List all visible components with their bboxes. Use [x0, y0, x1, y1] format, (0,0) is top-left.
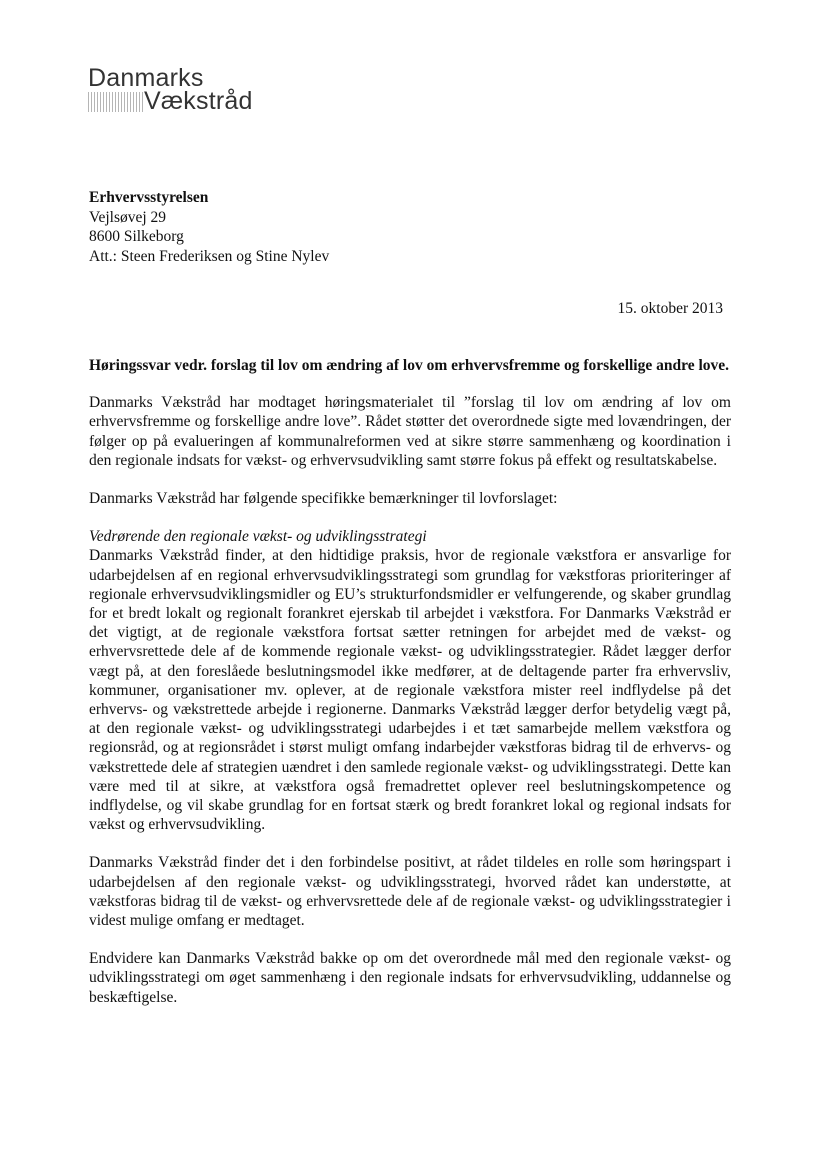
paragraph-lead: Danmarks Vækstråd har følgende specifikke bemærkninger til lovforslaget: [89, 490, 558, 508]
logo-line1: Danmarks [88, 64, 204, 92]
letter-body [89, 356, 731, 1026]
letter-date: 15. oktober 2013 [617, 300, 723, 317]
logo-line2: Vækstråd [144, 87, 253, 115]
recipient-company: Erhvervsstyrelsen [89, 189, 209, 206]
paragraph-hearing: Danmarks Vækstråd finder det i den forbindelse positivt, at rådet tildeles en rolle som høringspart i udarbejdelsen af den regionale vækst- og udviklingsstrategi, hvorved rådet kan understøtte, at vækstforas bidrag til de vækst- og erhvervsrettede dele af de regionale vækst- og udviklingsstrategier i videst mulige omfang er medtaget. [89, 854, 731, 930]
recipient-street: Vejlsøvej 29 [89, 208, 167, 226]
logo-line2-row [88, 89, 253, 114]
recipient-attention: Att.: Steen Frederiksen og Stine Nylev [89, 247, 330, 265]
paragraph-section-body: Danmarks Vækstråd finder, at den hidtidige praksis, hvor de regionale vækstfora er ansvarlige for udarbejdelsen af en regional erhvervsudviklingsstrategi som grundlag for vækstforas prioriteringer af regionale erhvervsudviklingsmidler og EU’s strukturfondsmidler er velfungerende, og skaber grundlag for et bredt lokalt og regionalt forankret ejerskab til arbejdet i vækstfora. For Danmarks Vækstråd er det vigtigt, at de regionale vækstfora fortsat sætter retningen for arbejdet med de vækst- og erhvervsrettede dele af de kommende regionale vækst- og udviklingsstrategier. Rådet lægger derfor vægt på, at den foreslåede beslutningsmodel ikke medfører, at de deltagende parter fra erhvervsliv, kommuner, organisationer mv. oplever, at de regionale vækstfora mister reel indflydelse på det erhvervs- og vækstrettede arbejde i regionerne. Danmarks Vækstråd lægger derfor betydelig vægt på, at den regionale vækst- og udviklingsstrategi udarbejdes i et tæt samarbejde mellem vækstfora og regionsråd, og at regionsrådet i størst muligt omfang indarbejder vækstforas bidrag til de erhvervs- og vækstrettede dele af strategien uændret i den samlede regionale vækst- og udviklingsstrategi. Dette kan være med til at sikre, at vækstfora også fremadrettet oplever reel beslutningskompetence og indflydelse, og vil skabe grundlag for en fortsat stærk og bredt forankret lokal og regional indsats for vækst og erhvervsudvikling. [89, 547, 731, 834]
paragraph-intro: Danmarks Vækstråd har modtaget høringsmaterialet til ”forslag til lov om ændring af lov om erhvervsfremme og forskellige andre love”. Rådet støtter det overordnede sigte med lovændringen, der følger op på evalueringen af kommunalreformen ved at sikre større sammenhæng og koordination i den regionale indsats for vækst- og erhvervsudvikling samt større fokus på effekt og resultatskabelse. [89, 394, 731, 469]
recipient-city: 8600 Silkeborg [89, 228, 184, 245]
logo-bars-graphic [88, 92, 144, 112]
paragraph-goal: Endvidere kan Danmarks Vækstråd bakke op om det overordnede mål med den regionale vækst- og udviklingsstrategi om øget sammenhæng i den regionale indsats for erhvervsudvikling, uddannelse og beskæftigelse. [89, 950, 731, 1006]
section-title: Vedrørende den regionale vækst- og udviklingsstrategi [89, 528, 427, 546]
logo [88, 66, 253, 114]
letter-subject: Høringssvar vedr. forslag til lov om ændring af lov om erhvervsfremme og forskellige andre love. [89, 357, 730, 374]
recipient-address [89, 188, 329, 266]
